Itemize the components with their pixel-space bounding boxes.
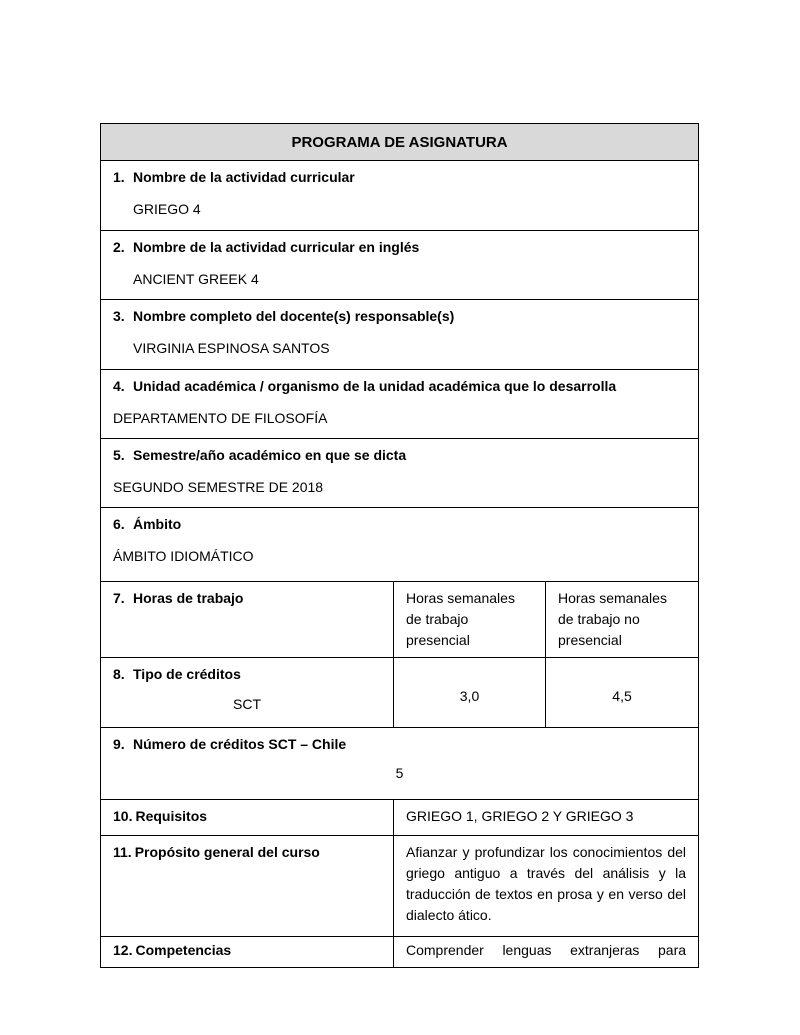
row2-value: ANCIENT GREEK 4 [133,271,259,287]
row4-number: 4. [113,378,125,394]
row-competencias [101,937,699,968]
row2-number: 2. [113,239,125,255]
row12-number: 12. [113,942,133,958]
row3-value: VIRGINIA ESPINOSA SANTOS [133,340,330,356]
row5-value: SEGUNDO SEMESTRE DE 2018 [113,479,324,495]
row12-label: 12. Competencias [113,940,381,961]
row6-label: 6. Ámbito [113,514,686,535]
row7-label: 7. Horas de trabajo [113,588,381,609]
row10-value: GRIEGO 1, GRIEGO 2 Y GRIEGO 3 [394,800,699,836]
row10-number: 10. [113,808,133,824]
row5-label: 5. Semestre/año académico en que se dicta [113,445,686,466]
row5-number: 5. [113,447,125,463]
header-row [101,124,699,161]
row-proposito [101,836,699,937]
row4-value: DEPARTAMENTO DE FILOSOFÍA [113,410,328,426]
row4-label: 4. Unidad académica / organismo de la unidad académica que lo desarrolla [113,376,686,397]
row6-value: ÁMBITO IDIOMÁTICO [113,548,254,564]
row8-horas-no-presencial-value: 4,5 [546,658,699,728]
row7-col-no-presencial: Horas semanales de trabajo no presencial [546,582,699,658]
row-nombre-ingles [101,231,699,300]
row9-value: 5 [395,765,404,781]
row3-number: 3. [113,308,125,324]
row-numero-creditos [101,728,699,800]
row11-value: Afianzar y profundizar los conocimientos del griego antiguo a través del análisis y la traducción de textos en prosa y en verso del dialecto ático. [394,836,699,937]
row-requisitos [101,800,699,836]
row9-label: 9. Número de créditos SCT – Chile [113,734,686,755]
row-tipo-creditos [101,658,699,728]
row-horas-trabajo [101,582,699,658]
row-nombre-actividad [101,161,699,231]
row11-number: 11. [113,844,132,860]
row11-label: 11. Propósito general del curso [113,842,381,863]
table-title: PROGRAMA DE ASIGNATURA [101,124,699,161]
row-unidad-academica [101,370,699,439]
row-ambito [101,508,699,582]
programa-asignatura-table [100,123,699,968]
row2-label: 2. Nombre de la actividad curricular en inglés [113,237,686,258]
row1-value: GRIEGO 4 [133,201,201,217]
row6-number: 6. [113,516,125,532]
row-semestre [101,439,699,508]
row8-sct-label: SCT [233,696,261,712]
row9-number: 9. [113,736,125,752]
row12-value: Comprender lenguas extranjeras para [394,937,699,968]
row7-col-presencial: Horas semanales de trabajo presencial [394,582,546,658]
row1-number: 1. [113,169,125,185]
row1-label: 1. Nombre de la actividad curricular [113,167,686,188]
row7-number: 7. [113,590,125,606]
row3-label: 3. Nombre completo del docente(s) responsable(s) [113,306,686,327]
row8-label: 8. Tipo de créditos [113,664,381,685]
row8-number: 8. [113,666,125,682]
row-docente [101,300,699,370]
row8-horas-presencial-value: 3,0 [394,658,546,728]
row10-label: 10. Requisitos [113,806,381,827]
